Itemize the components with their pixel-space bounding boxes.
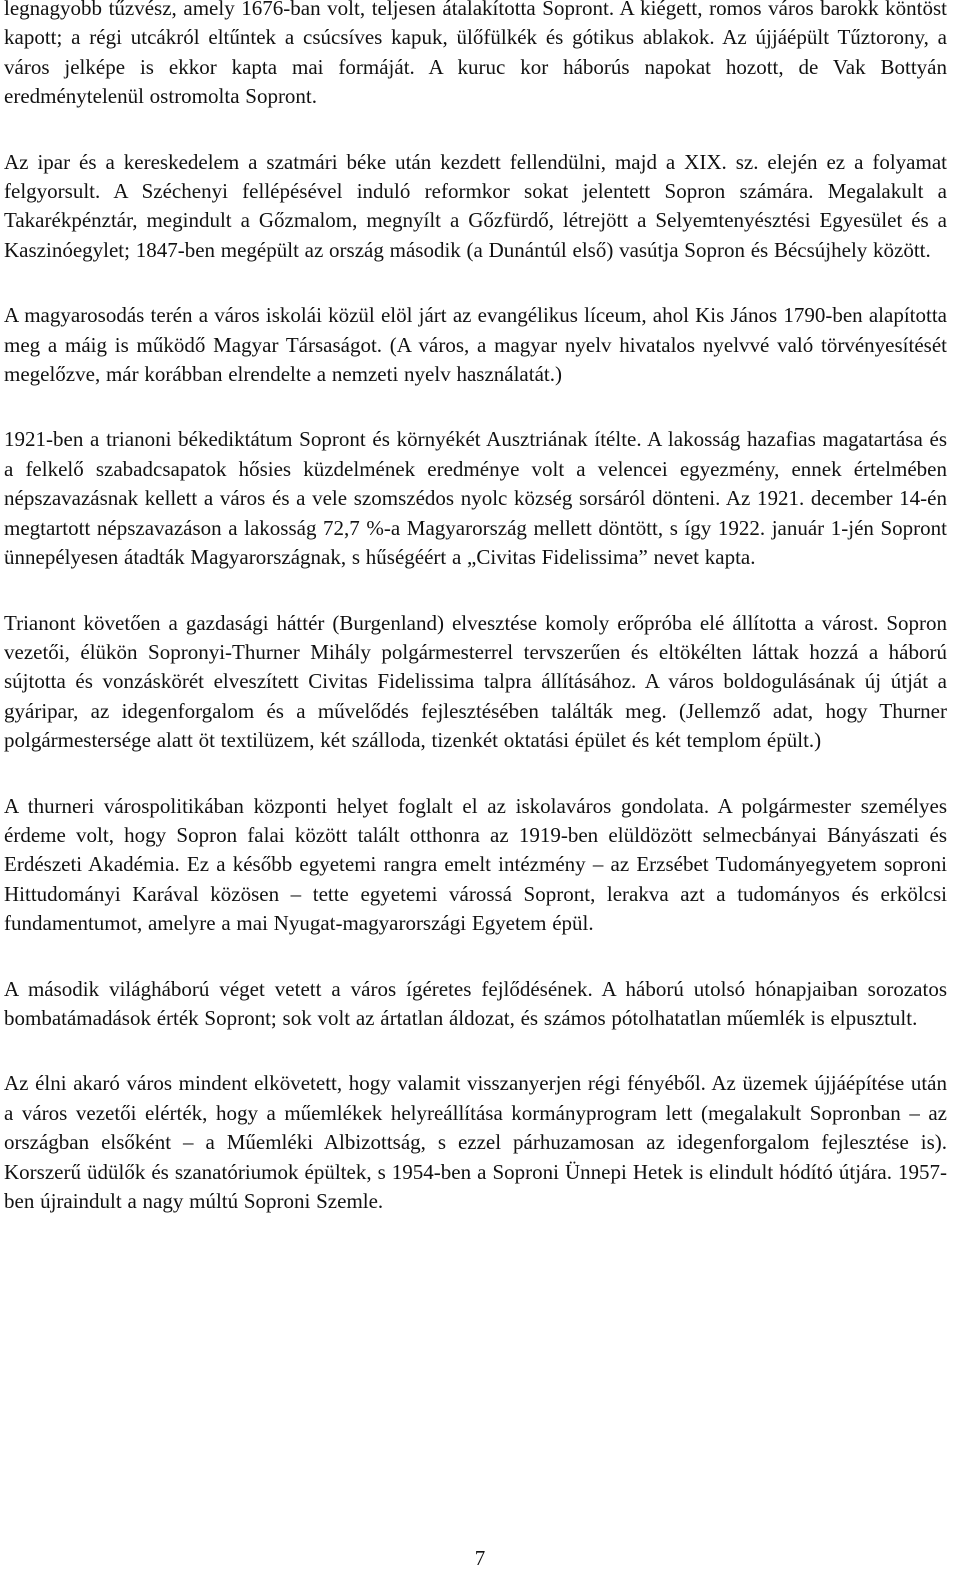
document-body <box>4 0 947 1216</box>
paragraph-referendum-1921: 1921-ben a trianoni békediktátum Sopront és környékét Ausztriának ítélte. A lakosság hazafias magatartása és a felkelő szabadcsapatok hősies küzdelmének eredménye volt a velencei egyezmény, ennek értelmében népszavazásnak kellett a város és a vele szomszédos nyolc község sorsáról dönteni. Az 1921. december 14-én megtartott népszavazáson a lakosság 72,7 %-a Magyarország mellett döntött, s így 1922. január 1-jén Sopront ünnepélyesen átadták Magyarországnak, s hűségéért a „Civitas Fidelissima” nevet kapta. <box>4 427 947 570</box>
paragraph-world-war-two: A második világháború véget vetett a város ígéretes fejlődésének. A háború utolsó hónapjaiban sorozatos bombatámadások érték Sopront; sok volt az ártatlan áldozat, és számos pótolhatatlan műemlék is elpusztult. <box>4 976 947 1030</box>
paragraph-magyarization-schools: A magyarosodás terén a város iskolái közül elöl járt az evangélikus líceum, ahol Kis János 1790-ben alapította meg a máig is működő Magyar Társaságot. (A város, a magyar nyelv hivatalos nyelvvé való törvényesítését megelőzve, már korábban elrendelte a nemzeti nyelv használatát.) <box>4 303 947 387</box>
paragraph-school-town: A thurneri várospolitikában központi helyet foglalt el az iskolaváros gondolata. A polgármester személyes érdeme volt, hogy Sopron falai között talált otthonra az 1919-ben elüldözött selmecbányai Bányászati és Erdészeti Akadémia. Ez a később egyetemi rangra emelt intézmény – az Erzsébet Tudományegyetem soproni Hittudományi Karával közösen – tette egyetemi várossá Sopront, lerakva azt a tudományos és erkölcsi fundamentumot, amelyre a mai Nyugat-magyarországi Egyetem épül. <box>4 793 947 936</box>
paragraph-fire-1676: legnagyobb tűzvész, amely 1676-ban volt, teljesen átalakította Sopront. A kiégett, romos város barokk köntöst kapott; a régi utcákról eltűntek a csúcsíves kapuk, ülőfülkék és gótikus ablakok. Az újjáépült Tűztorony, a város jelképe is ekkor kapta mai formáját. A kuruc kor háborús napokat hozott, de Vak Bottyán eredménytelenül ostromolta Sopront. <box>4 0 947 109</box>
page-number: 7 <box>474 1546 486 1570</box>
paragraph-industry-reform-era: Az ipar és a kereskedelem a szatmári béke után kezdett fellendülni, majd a XIX. sz. elején ez a folyamat felgyorsult. A Széchenyi fellépésével induló reformkor sokat jelentett Sopron számára. Megalakult a Takarékpénztár, megindult a Gőzmalom, megnyílt a Gőzfürdő, létrejött a Selyemtenyésztési Egyesület és a Kaszinóegylet; 1847-ben megépült az ország második (a Dunántúl első) vasútja Sopron és Bécsújhely között. <box>4 149 947 262</box>
paragraph-reconstruction: Az élni akaró város mindent elkövetett, hogy valamit visszanyerjen régi fényéből. Az üzemek újjáépítése után a város vezetői elérték, hogy a műemlékek helyreállítása kormányprogram lett (megalakult Sopronban – az országban elsőként – a Műemléki Albizottság, s ezzel párhuzamosan az idegenforgalom fejlesztése is). Korszerű üdülők és szanatóriumok épültek, s 1954-ben a Soproni Ünnepi Hetek is elindult hódító útjára. 1957-ben újraindult a nagy múltú Soproni Szemle. <box>4 1071 947 1213</box>
paragraph-after-trianon: Trianont követően a gazdasági háttér (Burgenland) elvesztése komoly erőpróba elé állította a várost. Sopron vezetői, élükön Sopronyi-Thurner Mihály polgármesterrel tervszerűen és eltökélten láttak hozzá a háború sújtotta és vonzáskörét elveszített Civitas Fidelissima talpra állításához. A város boldogulásának új útját a gyáripar, az idegenforgalom és a művelődés fejlesztésében találták meg. (Jellemző adat, hogy Thurner polgármestersége alatt öt textilüzem, két szálloda, tizenkét oktatási épület és két templom épült.) <box>4 610 947 753</box>
